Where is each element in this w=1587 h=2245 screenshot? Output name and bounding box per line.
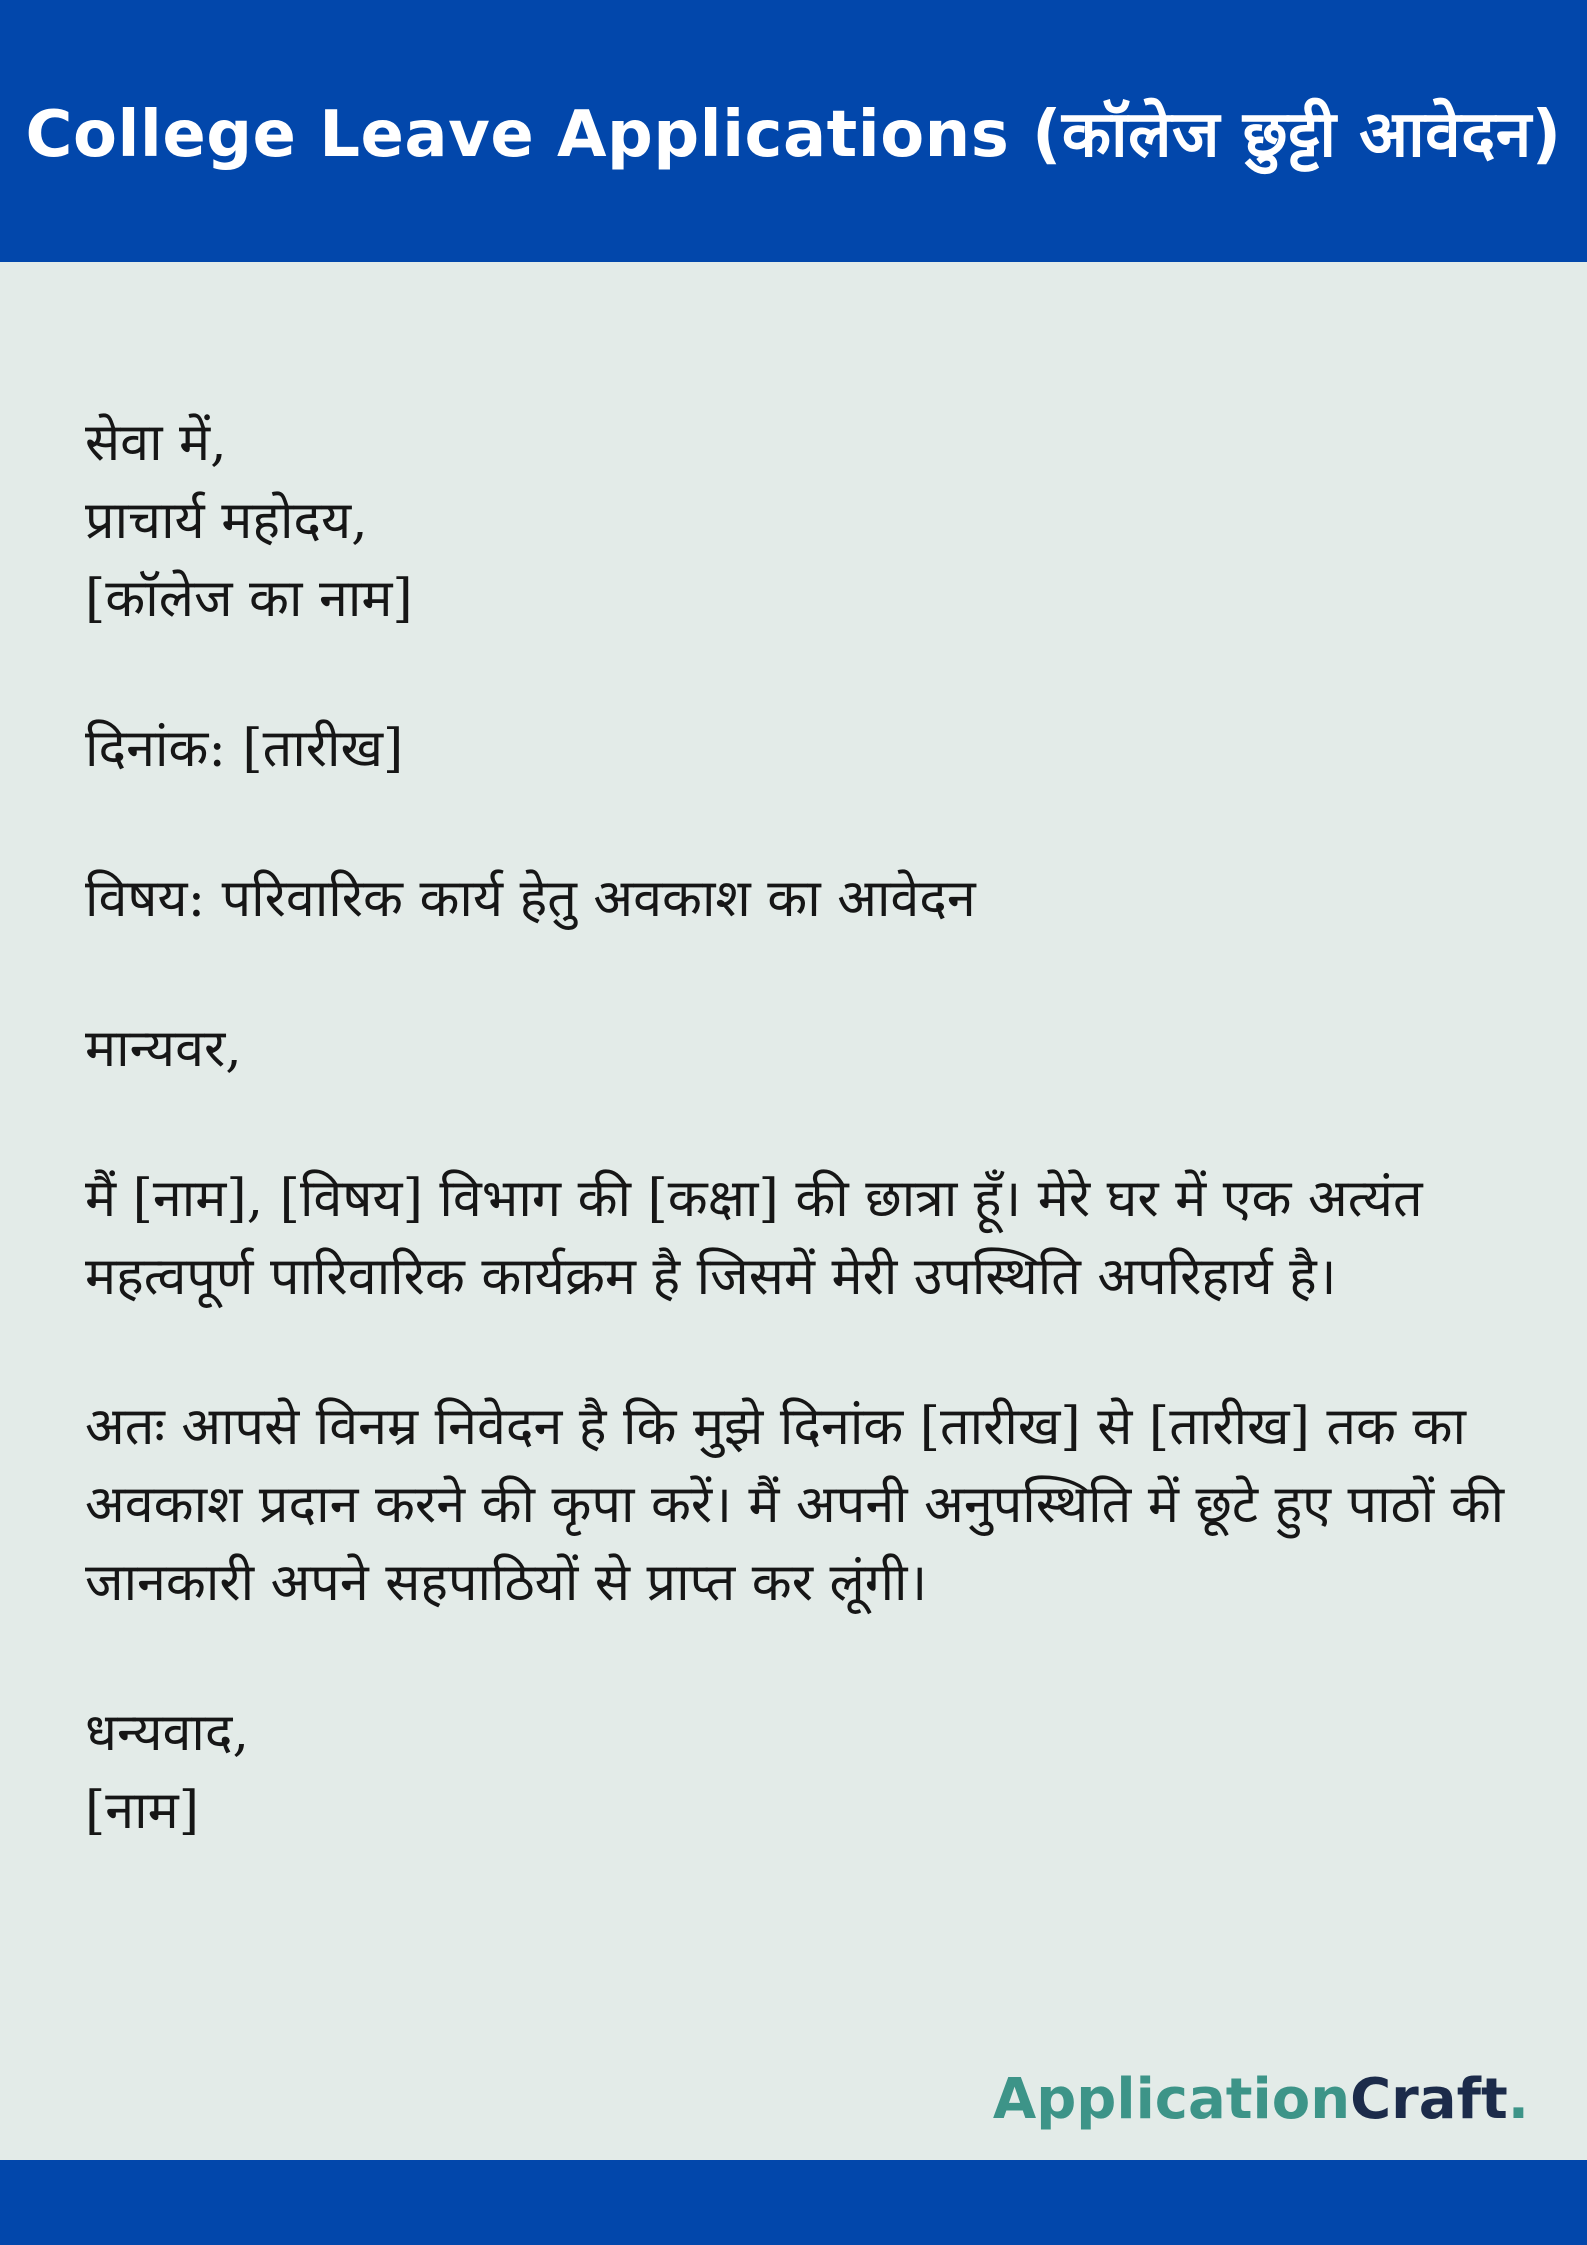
brand-logo-craft: Craft: [1350, 2067, 1508, 2132]
brand-logo-period: .: [1507, 2067, 1529, 2132]
recipient-line: [कॉलेज का नाम]: [85, 569, 413, 629]
recipient-line: सेवा में,: [85, 413, 227, 473]
brand-logo-application: Application: [992, 2067, 1351, 2132]
recipient-block: [85, 404, 1517, 638]
closing-block: [85, 1694, 1517, 1850]
leave-application-letter: [0, 262, 1587, 1850]
page-title: College Leave Applications (कॉलेज छुट्टी आवेदन): [25, 97, 1562, 172]
closing-line: धन्यवाद,: [85, 1703, 250, 1763]
date-line: दिनांक: [तारीख]: [85, 719, 404, 779]
brand-logo: [993, 2067, 1529, 2132]
header-banner: [0, 0, 1587, 262]
body-paragraph: अतः आपसे विनम्र निवेदन है कि मुझे दिनांक [तारीख] से [तारीख] तक का अवकाश प्रदान करने की कृपा करें। मैं अपनी अनुपस्थिति में छूटे हुए पाठों की जानकारी अपने सहपाठियों से प्राप्त कर लूंगी।: [85, 1397, 1505, 1613]
salutation: मान्यवर,: [85, 1019, 242, 1079]
closing-line: [नाम]: [85, 1781, 199, 1841]
body-paragraph: मैं [नाम], [विषय] विभाग की [कक्षा] की छात्रा हूँ। मेरे घर में एक अत्यंत महत्वपूर्ण पारिवारिक कार्यक्रम है जिसमें मेरी उपस्थिति अपरिहार्य है।: [85, 1169, 1423, 1307]
subject-line: विषय: परिवारिक कार्य हेतु अवकाश का आवेदन: [85, 869, 976, 929]
footer-band: [0, 2160, 1587, 2245]
recipient-line: प्राचार्य महोदय,: [85, 491, 368, 551]
